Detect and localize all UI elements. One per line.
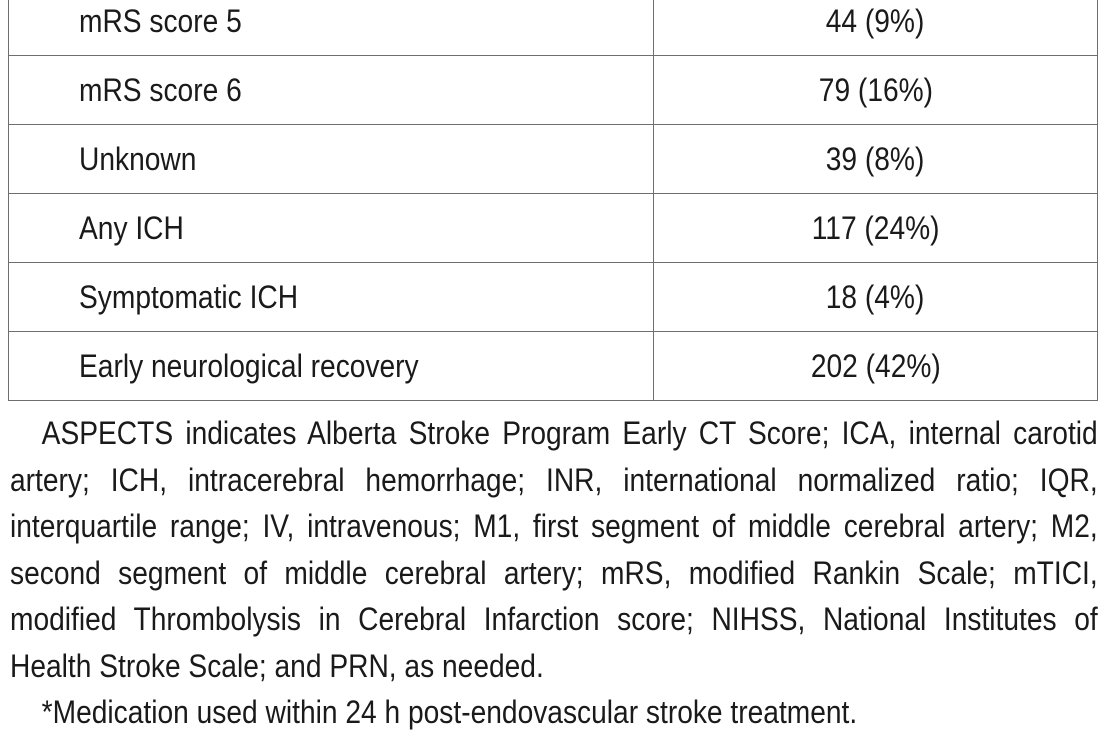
table-row [9, 263, 1098, 332]
row-value [654, 56, 1098, 125]
table-row [9, 56, 1098, 125]
row-label-text: Any ICH [79, 210, 184, 246]
row-label-text: Early neurological recovery [79, 348, 419, 384]
row-value [654, 125, 1098, 194]
row-label [9, 263, 654, 332]
row-label-text: Unknown [79, 141, 197, 177]
abbreviations-footnote: ASPECTS indicates Alberta Stroke Program Early CT Score; ICA, internal carotid artery; ICH, intracerebral hemorrhage; INR, international normalized ratio; IQR, interquartile range; IV, intravenous; M1, first segment of middle cerebral artery; M2, second segment of middle cerebral artery; mRS, modified Rankin Scale; mTICI, modified Thrombolysis in Cerebral Infarction score; NIHSS, National Institutes of Health Stroke Scale; and PRN, as needed. [10, 415, 1098, 684]
table-row [9, 125, 1098, 194]
row-label [9, 194, 654, 263]
outcomes-table-container [8, 0, 1098, 404]
row-label [9, 332, 654, 401]
row-label [9, 125, 654, 194]
row-value [654, 263, 1098, 332]
table-footnotes [10, 410, 1098, 736]
medication-footnote: *Medication used within 24 h post-endovascular stroke treatment. [41, 694, 858, 730]
row-value [654, 332, 1098, 401]
row-value-text: 117 (24%) [811, 210, 940, 246]
row-value-text: 44 (9%) [826, 3, 925, 39]
row-label-text: Symptomatic ICH [79, 279, 299, 315]
table-row [9, 332, 1098, 401]
row-value-text: 202 (42%) [810, 348, 941, 384]
row-value [654, 0, 1098, 56]
row-value-text: 39 (8%) [826, 141, 925, 177]
row-label-text: mRS score 6 [79, 72, 242, 108]
row-value-text: 18 (4%) [826, 279, 925, 315]
row-label [9, 0, 654, 56]
table-row [9, 194, 1098, 263]
row-value-text: 79 (16%) [818, 72, 933, 108]
table-row [9, 0, 1098, 56]
row-label-text: mRS score 5 [79, 3, 242, 39]
outcomes-table [8, 0, 1098, 401]
row-value [654, 194, 1098, 263]
row-label [9, 56, 654, 125]
